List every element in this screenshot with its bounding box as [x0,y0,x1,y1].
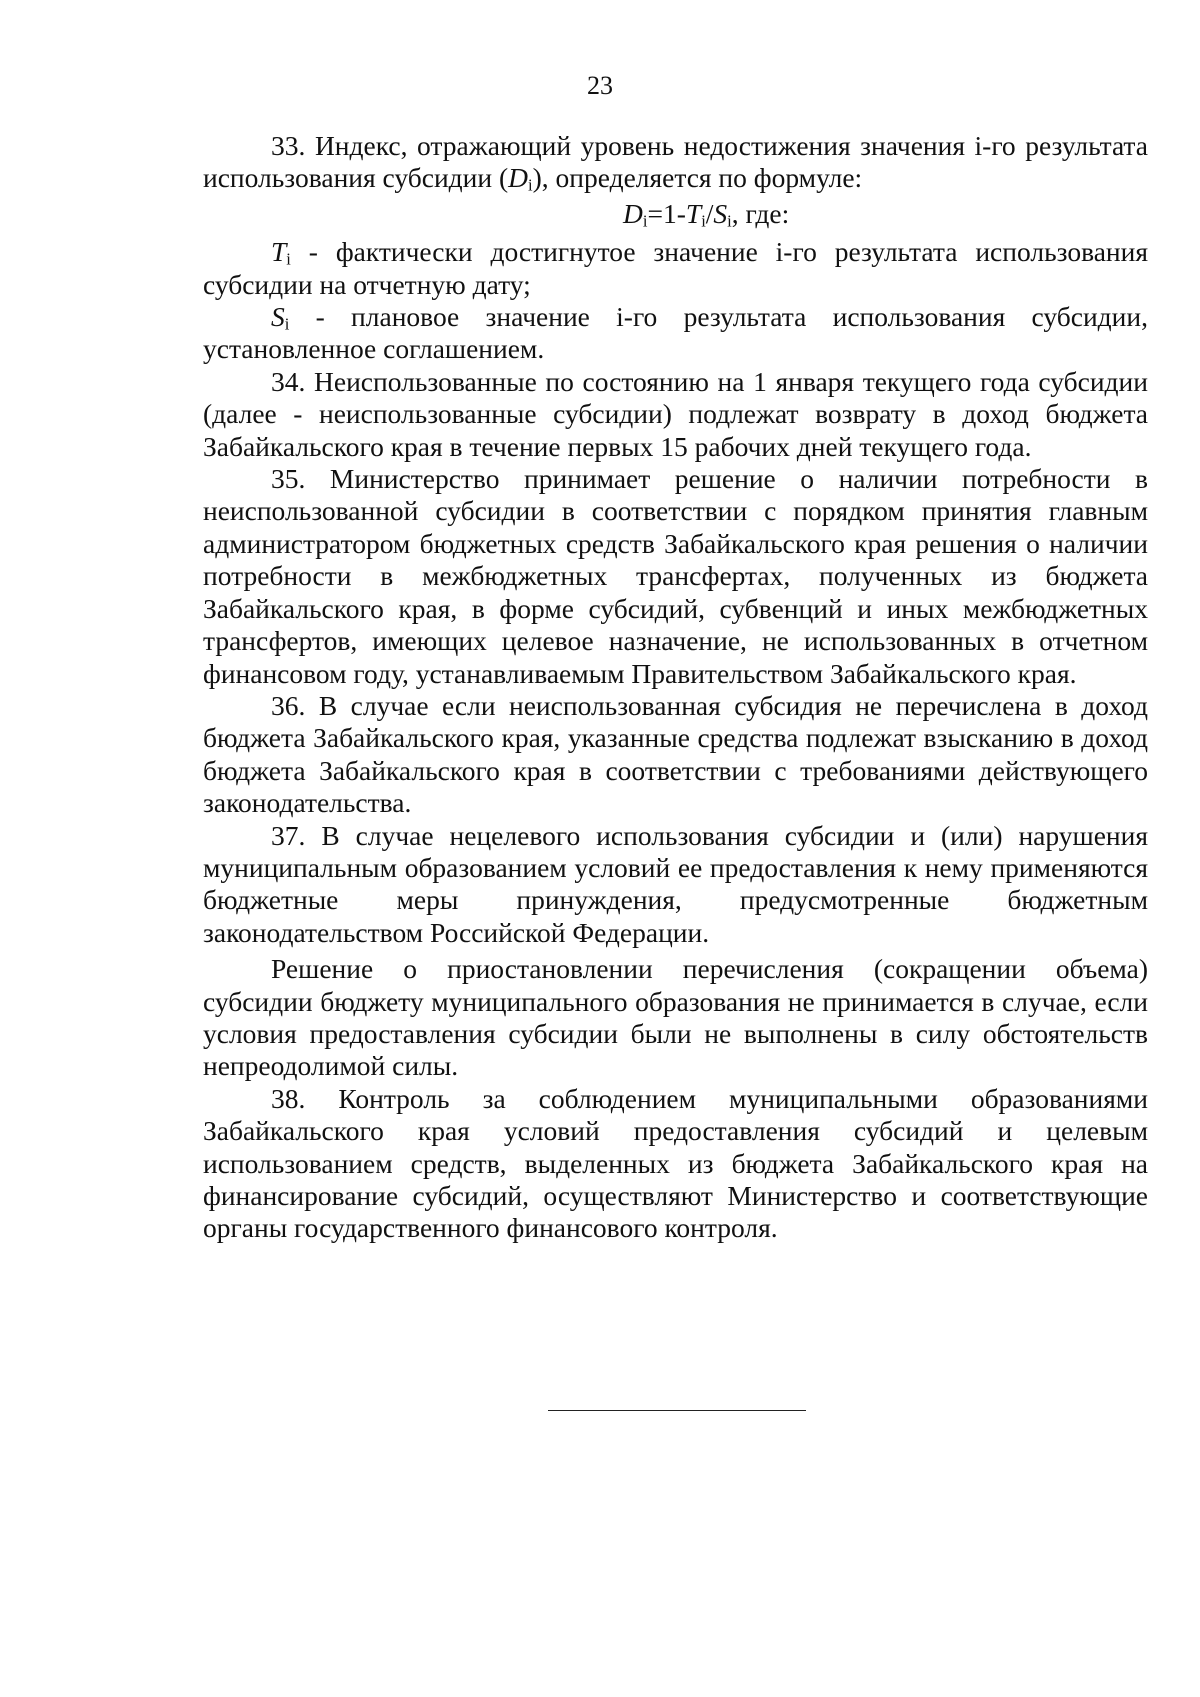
definition-t-variable: T [271,236,287,268]
formula-t: T [685,197,702,229]
variable-d-subscript: i [528,175,533,195]
variable-d: D [508,162,529,194]
paragraph-34: 34. Неиспользованные по состоянию на 1 января текущего года субсидии (далее - неиспользованные субсидии) подлежат возврату в доход бюджета Забайкальского края в течение первых 15 рабочих дней текущего года. [203,365,1148,462]
definition-t-text: - фактически достигнутое значение i-го результата использования субсидии на отчетную дату; [203,236,1148,300]
paragraph-37: 37. В случае нецелевого использования субсидии и (или) нарушения муниципальным образованием условий ее предоставления к нему применяются бюджетные меры принуждения, предусмотренные бюджетным законодательством Российской Федерации. [203,819,1148,948]
end-of-document-rule [548,1410,806,1411]
paragraph-35: 35. Министерство принимает решение о наличии потребности в неиспользованной субсидии в соответствии с порядком принятия главным администратором бюджетных средств Забайкальского края решения о наличии потребности в межбюджетных трансфертах, полученных из бюджета Забайкальского края, в форме субсидий, субвенций и иных межбюджетных трансфертов, имеющих целевое назначение, не использованных в отчетном финансовом году, устанавливаемым Правительством Забайкальского края. [203,463,1148,689]
definition-s [203,301,1148,366]
formula-s: S [713,197,728,229]
formula-tail: , где: [731,197,790,229]
formula-d: D [623,197,643,229]
page-number: 23 [587,71,613,100]
paragraph-36: 36. В случае если неиспользованная субсидия не перечислена в доход бюджета Забайкальского края, указанные средства подлежат взысканию в доход бюджета Забайкальского края в соответствии с требованиями действующего законодательства. [203,689,1148,819]
paragraph-33 [203,130,1148,195]
definition-t [203,236,1148,301]
definition-s-subscript: i [284,314,290,334]
formula [203,198,1148,230]
document-body [203,130,1148,1245]
formula-d-subscript: i [642,211,648,231]
formula-t-subscript: i [701,211,706,231]
paragraph-33-text: 33. Индекс, отражающий уровень недостижения значения i-го результата использования субсидии ( [203,130,1148,194]
paragraph-37-decision: Решение о приостановлении перечисления (сокращении объема) субсидии бюджету муниципального образования не принимается в случае, если условия предоставления субсидии были не выполнены в силу обстоятельств непреодолимой силы. [203,953,1148,1082]
paragraph-33-tail: ), определяется по формуле: [532,162,863,194]
formula-s-subscript: i [727,211,732,231]
formula-equals: =1- [647,197,686,229]
formula-slash: / [705,197,714,229]
definition-s-variable: S [271,301,285,333]
definition-s-text: - плановое значение i-го результата использования субсидии, установленное соглашением. [203,301,1148,365]
paragraph-38: 38. Контроль за соблюдением муниципальными образованиями Забайкальского края условий предоставления субсидий и целевым использованием средств, выделенных из бюджета Забайкальского края на финансирование субсидий, осуществляют Министерство и соответствующие органы государственного финансового контроля. [203,1082,1148,1244]
definition-t-subscript: i [286,249,291,269]
